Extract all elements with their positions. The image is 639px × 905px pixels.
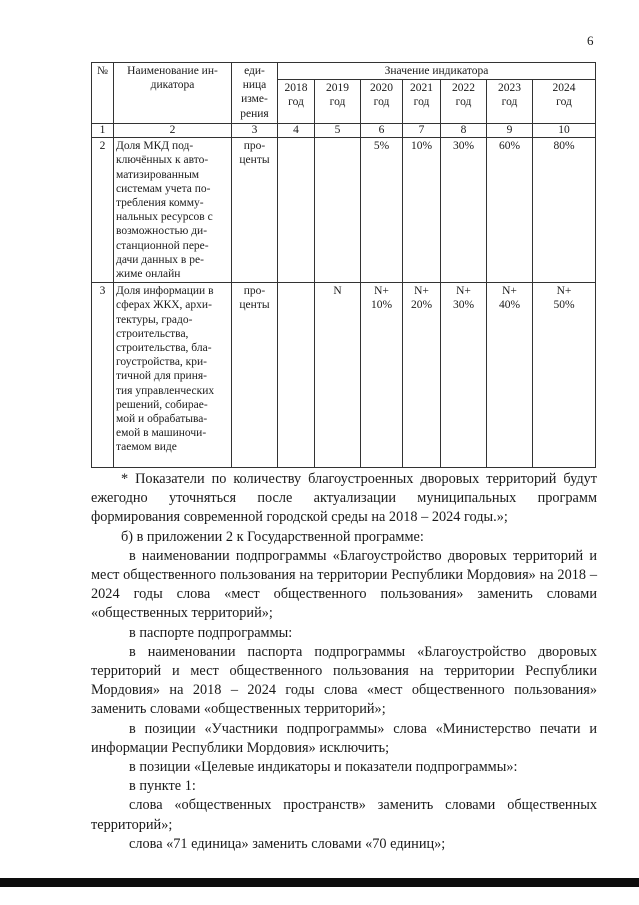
body-paragraph: в наименовании подпрограммы «Благоустройство дворовых территорий и мест общественного пользования на территории Республики Мордовия» на 2018 – 2024 годы слова «мест общественного пользования» заменить словами «общественных территорий»; bbox=[91, 547, 597, 622]
body-paragraph: в позиции «Целевые индикаторы и показатели подпрограммы»: bbox=[129, 759, 518, 776]
column-number: 10 bbox=[533, 124, 596, 138]
row-value: 10% bbox=[403, 138, 441, 283]
header-year: 2019 год bbox=[315, 80, 361, 124]
row-value: N+ 10% bbox=[361, 283, 403, 468]
body-paragraph: в паспорте подпрограммы: bbox=[129, 624, 293, 641]
document-body bbox=[91, 470, 597, 854]
header-year: 2024 год bbox=[533, 80, 596, 124]
row-value: 80% bbox=[533, 138, 596, 283]
header-value-group: Значение индикатора bbox=[278, 63, 596, 80]
body-paragraph: слова «71 единица» заменить словами «70 единиц»; bbox=[129, 835, 446, 852]
column-number: 6 bbox=[361, 124, 403, 138]
row-name: Доля информации в сферах ЖКХ, архи- тектуры, градо- строительства, строительства, бла- гоустройства, кри- тичной для приня- тия управленческих решений, собирае- мой и обрабатыва- емой в машиночи- таемом виде bbox=[114, 283, 232, 468]
body-paragraph: слова «общественных пространств» заменить словами общественных территорий»; bbox=[91, 797, 597, 833]
row-unit: про- центы bbox=[232, 283, 278, 468]
body-paragraph: в пункте 1: bbox=[129, 778, 196, 795]
row-num: 2 bbox=[92, 138, 114, 283]
row-value bbox=[278, 138, 315, 283]
header-year: 2020 год bbox=[361, 80, 403, 124]
column-number: 5 bbox=[315, 124, 361, 138]
row-value: 30% bbox=[441, 138, 487, 283]
row-value: N+ 50% bbox=[533, 283, 596, 468]
header-name: Наименование ин- дикатора bbox=[114, 63, 232, 124]
column-number: 4 bbox=[278, 124, 315, 138]
column-number: 2 bbox=[114, 124, 232, 138]
header-year: 2021 год bbox=[403, 80, 441, 124]
row-unit: про- центы bbox=[232, 138, 278, 283]
column-number: 1 bbox=[92, 124, 114, 138]
header-year: 2023 год bbox=[487, 80, 533, 124]
table-row bbox=[92, 138, 596, 283]
column-number: 9 bbox=[487, 124, 533, 138]
header-num: № bbox=[92, 63, 114, 124]
row-value: N+ 20% bbox=[403, 283, 441, 468]
body-paragraph: в наименовании паспорта подпрограммы «Благоустройство дворовых территорий и мест общественного пользования на территории Республики Мордовия» на 2018 – 2024 годы слова «мест общественного пользования» заменить словами «общественных территорий»; bbox=[91, 643, 597, 718]
header-year: 2018 год bbox=[278, 80, 315, 124]
row-num: 3 bbox=[92, 283, 114, 468]
row-value: N bbox=[315, 283, 361, 468]
row-value: N+ 30% bbox=[441, 283, 487, 468]
scan-edge-bar bbox=[0, 878, 639, 887]
column-number: 8 bbox=[441, 124, 487, 138]
table-row bbox=[92, 283, 596, 468]
row-value: 5% bbox=[361, 138, 403, 283]
column-number: 7 bbox=[403, 124, 441, 138]
indicator-table bbox=[91, 62, 596, 468]
row-name: Доля МКД под- ключённых к авто- матизированным системам учета по- требления комму- нальных ресурсов с возможностью ди- станционной пере- дачи данных в ре- жиме онлайн bbox=[114, 138, 232, 283]
column-number: 3 bbox=[232, 124, 278, 138]
footnote-paragraph: * Показатели по количеству благоустроенных дворовых территорий будут ежегодно уточняться после актуализации муниципальных программ формирования современной городской среды на 2018 – 2024 годы.»; bbox=[91, 471, 597, 526]
header-year: 2022 год bbox=[441, 80, 487, 124]
row-value bbox=[315, 138, 361, 283]
page-number: 6 bbox=[587, 33, 594, 48]
header-unit: еди- ница изме- рения bbox=[232, 63, 278, 124]
row-value: N+ 40% bbox=[487, 283, 533, 468]
row-value: 60% bbox=[487, 138, 533, 283]
row-value bbox=[278, 283, 315, 468]
body-paragraph: в позиции «Участники подпрограммы» слова «Министерство печати и информации Республики Мордовия» исключить; bbox=[91, 720, 597, 756]
body-paragraph: б) в приложении 2 к Государственной программе: bbox=[121, 528, 424, 545]
